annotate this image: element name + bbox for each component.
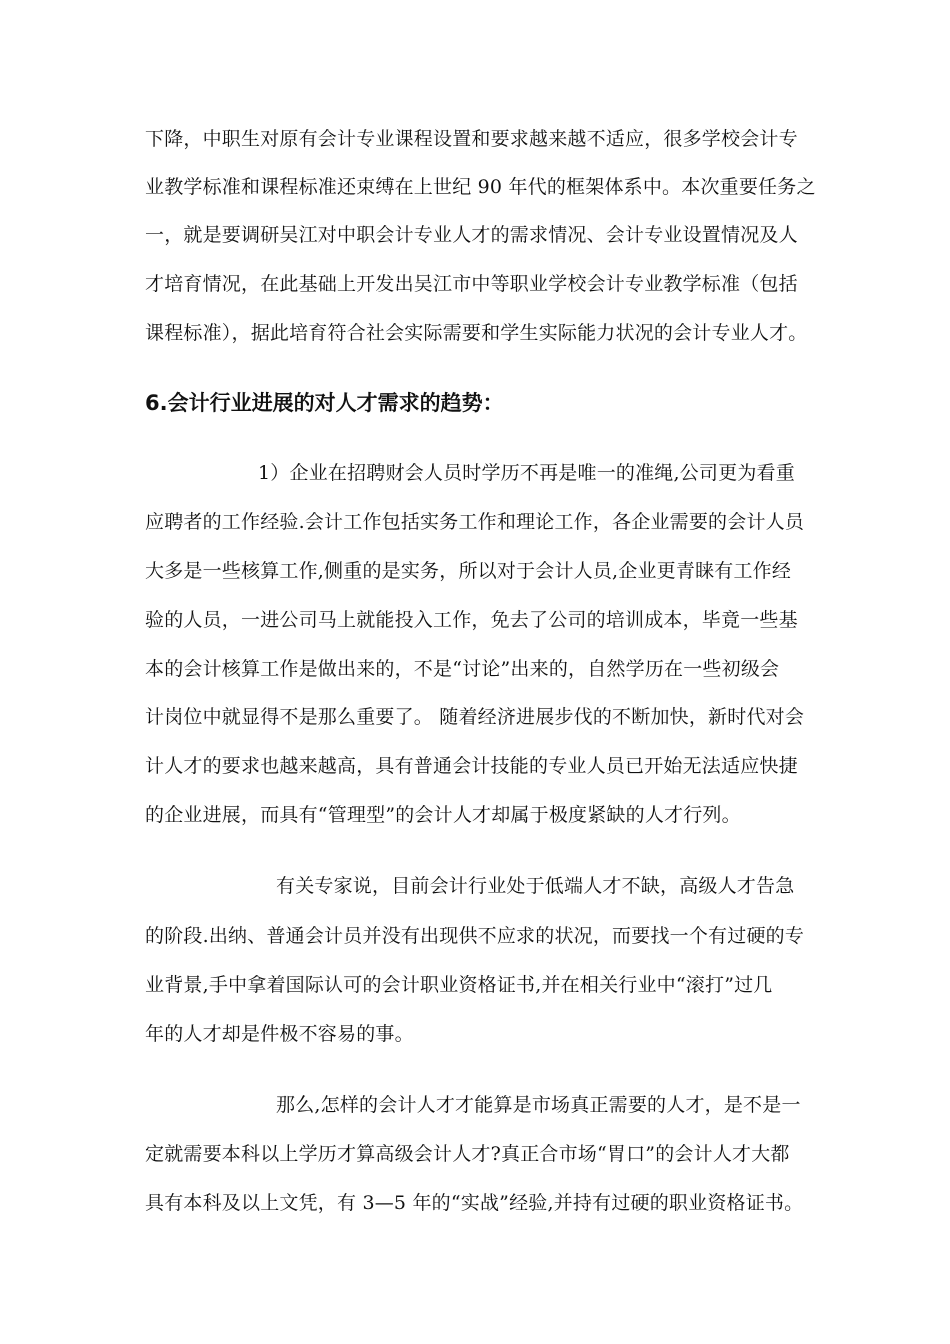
paragraph-2-line-6: 计岗位中就显得不是那么重要了。 随着经济进展步伐的不断加快，新时代对会 xyxy=(145,706,805,728)
paragraph-2-line-2: 应聘者的工作经验.会计工作包括实务工作和理论工作，各企业需要的会计人员 xyxy=(145,511,805,533)
paragraph-1-line-5: 课程标准），据此培育符合社会实际需要和学生实际能力状况的会计专业人才。 xyxy=(145,322,808,344)
paragraph-1-line-2: 业教学标准和课程标准还束缚在上世纪 90 年代的框架体系中。本次重要任务之 xyxy=(145,176,816,198)
paragraph-3-line-3: 业背景,手中拿着国际认可的会计职业资格证书,并在相关行业中“滚打”过几 xyxy=(145,974,773,996)
paragraph-1-line-1: 下降，中职生对原有会计专业课程设置和要求越来越不适应，很多学校会计专 xyxy=(145,128,798,150)
paragraph-3-line-1: 有关专家说，目前会计行业处于低端人才不缺，高级人才告急 xyxy=(276,875,795,897)
paragraph-1-line-3: 一，就是要调研吴江对中职会计专业人才的需求情况、会计专业设置情况及人 xyxy=(145,224,798,246)
paragraph-1-line-4: 才培育情况，在此基础上开发出吴江市中等职业学校会计专业教学标准（包括 xyxy=(145,273,798,295)
paragraph-4-line-3: 具有本科及以上文凭，有 3—5 年的“实战”经验,并持有过硬的职业资格证书。 xyxy=(145,1192,804,1214)
paragraph-2-line-3: 大多是一些核算工作,侧重的是实务，所以对于会计人员,企业更青睐有工作经 xyxy=(145,560,792,582)
paragraph-4-line-1: 那么,怎样的会计人才才能算是市场真正需要的人才，是不是一 xyxy=(276,1094,801,1116)
paragraph-4-line-2: 定就需要本科以上学历才算高级会计人才?真正合市场“胃口”的会计人才大都 xyxy=(145,1143,790,1165)
paragraph-2-line-1: 1）企业在招聘财会人员时学历不再是唯一的准绳,公司更为看重 xyxy=(258,462,795,484)
paragraph-2-line-5: 本的会计核算工作是做出来的，不是“讨论”出来的，自然学历在一些初级会 xyxy=(145,658,780,680)
paragraph-2-line-7: 计人才的要求也越来越高，具有普通会计技能的专业人员已开始无法适应快捷 xyxy=(145,755,798,777)
paragraph-3-line-4: 年的人才却是件极不容易的事。 xyxy=(145,1023,414,1045)
section-heading-6: 6.会计行业进展的对人才需求的趋势： xyxy=(145,391,504,415)
paragraph-2-line-4: 验的人员，一进公司马上就能投入工作，免去了公司的培训成本，毕竟一些基 xyxy=(145,609,798,631)
paragraph-2-line-8: 的企业进展，而具有“管理型”的会计人才却属于极度紧缺的人才行列。 xyxy=(145,804,741,826)
paragraph-3-line-2: 的阶段.出纳、普通会计员并没有出现供不应求的状况，而要找一个有过硬的专 xyxy=(145,925,805,947)
